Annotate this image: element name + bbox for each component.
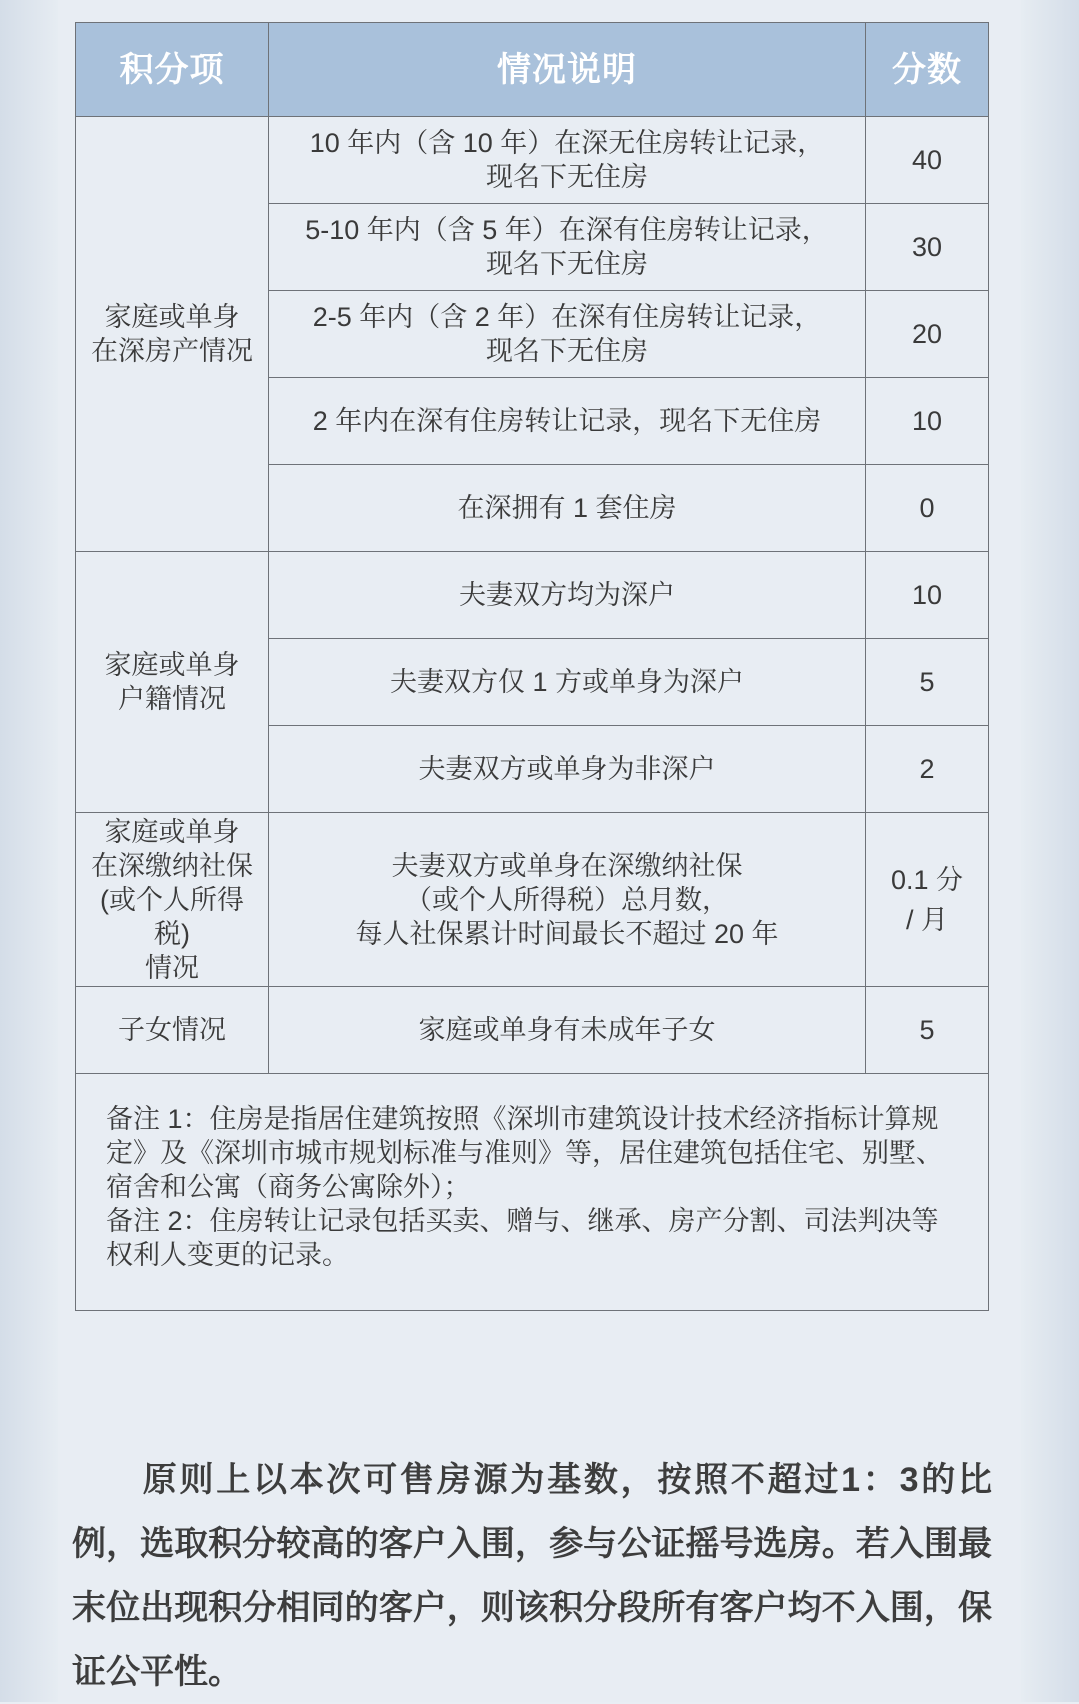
page-margin-right	[1021, 0, 1079, 1702]
page-margin-left	[0, 0, 58, 1702]
score-cell: 10	[866, 378, 989, 465]
category-cell	[76, 813, 269, 987]
category-line: (或个人所得税)	[100, 884, 244, 949]
description-line: 现名下无住房	[486, 162, 648, 192]
category-cell	[76, 987, 269, 1074]
category-line: 户籍情况	[118, 684, 226, 714]
score-cell: 5	[866, 987, 989, 1074]
description-line: （或个人所得税）总月数，	[405, 884, 729, 915]
score-cell: 10	[866, 552, 989, 639]
description-cell	[269, 291, 866, 378]
description-line: 夫妻双方或单身在深缴纳社保	[391, 850, 743, 881]
score-cell	[866, 813, 989, 987]
description-line: 2-5 年内（含 2 年）在深有住房转让记录，	[312, 302, 822, 332]
description-cell	[269, 726, 866, 813]
score-cell: 5	[866, 639, 989, 726]
description-line: 5-10 年内（含 5 年）在深有住房转让记录，	[305, 215, 829, 245]
category-cell	[76, 117, 269, 552]
rule-paragraph	[72, 1448, 992, 1704]
description-line: 10 年内（含 10 年）在深无住房转让记录，	[309, 128, 825, 158]
description-line: 夫妻双方均为深户	[459, 580, 675, 610]
score-cell: 40	[866, 117, 989, 204]
notes-row	[76, 1074, 989, 1311]
score-line: 0.1 分	[890, 864, 964, 895]
category-line: 家庭或单身	[104, 650, 240, 680]
description-cell	[269, 639, 866, 726]
table-row	[76, 813, 989, 987]
description-line: 夫妻双方仅 1 方或单身为深户	[389, 667, 745, 697]
description-line: 现名下无住房	[486, 336, 648, 366]
score-line: / 月	[905, 904, 948, 935]
score-table	[75, 22, 989, 1311]
description-line: 夫妻双方或单身为非深户	[418, 754, 716, 784]
description-line: 家庭或单身有未成年子女	[418, 1015, 716, 1045]
description-cell	[269, 987, 866, 1074]
description-cell	[269, 204, 866, 291]
description-cell	[269, 117, 866, 204]
header-score: 分数	[866, 23, 989, 117]
category-line: 子女情况	[118, 1015, 226, 1045]
description-line: 现名下无住房	[486, 249, 648, 279]
table-row	[76, 117, 989, 204]
score-cell: 30	[866, 204, 989, 291]
description-line: 每人社保累计时间最长不超过 20 年	[355, 918, 779, 949]
header-description: 情况说明	[269, 23, 866, 117]
description-cell	[269, 813, 866, 987]
score-cell: 0	[866, 465, 989, 552]
note-1: 备注 1：住房是指居住建筑按照《深圳市建筑设计技术经济指标计算规定》及《深圳市城市规划标准与准则》等，居住建筑包括住宅、别墅、宿舍和公寓（商务公寓除外）；	[106, 1104, 943, 1202]
description-line: 2 年内在深有住房转让记录，现名下无住房	[312, 406, 822, 436]
table-row	[76, 987, 989, 1074]
score-cell: 2	[866, 726, 989, 813]
category-line: 家庭或单身	[104, 302, 240, 332]
score-cell: 20	[866, 291, 989, 378]
description-line: 在深拥有 1 套住房	[457, 493, 677, 523]
description-cell	[269, 465, 866, 552]
table-row	[76, 552, 989, 639]
category-line: 家庭或单身	[104, 816, 240, 847]
header-category: 积分项	[76, 23, 269, 117]
note-2: 备注 2：住房转让记录包括买卖、赠与、继承、房产分割、司法判决等权利人变更的记录。	[106, 1206, 939, 1270]
category-line: 情况	[145, 952, 199, 983]
category-line: 在深房产情况	[91, 336, 253, 366]
rule-paragraph-text: 原则上以本次可售房源为基数，按照不超过1：3的比例，选取积分较高的客户入围，参与公证摇号选房。若入围最末位出现积分相同的客户，则该积分段所有客户均不入围，保证公平性。	[72, 1461, 992, 1691]
category-line: 在深缴纳社保	[91, 850, 253, 881]
notes-cell	[76, 1074, 989, 1311]
table-header-row	[76, 23, 989, 117]
description-cell	[269, 552, 866, 639]
description-cell	[269, 378, 866, 465]
category-cell	[76, 552, 269, 813]
